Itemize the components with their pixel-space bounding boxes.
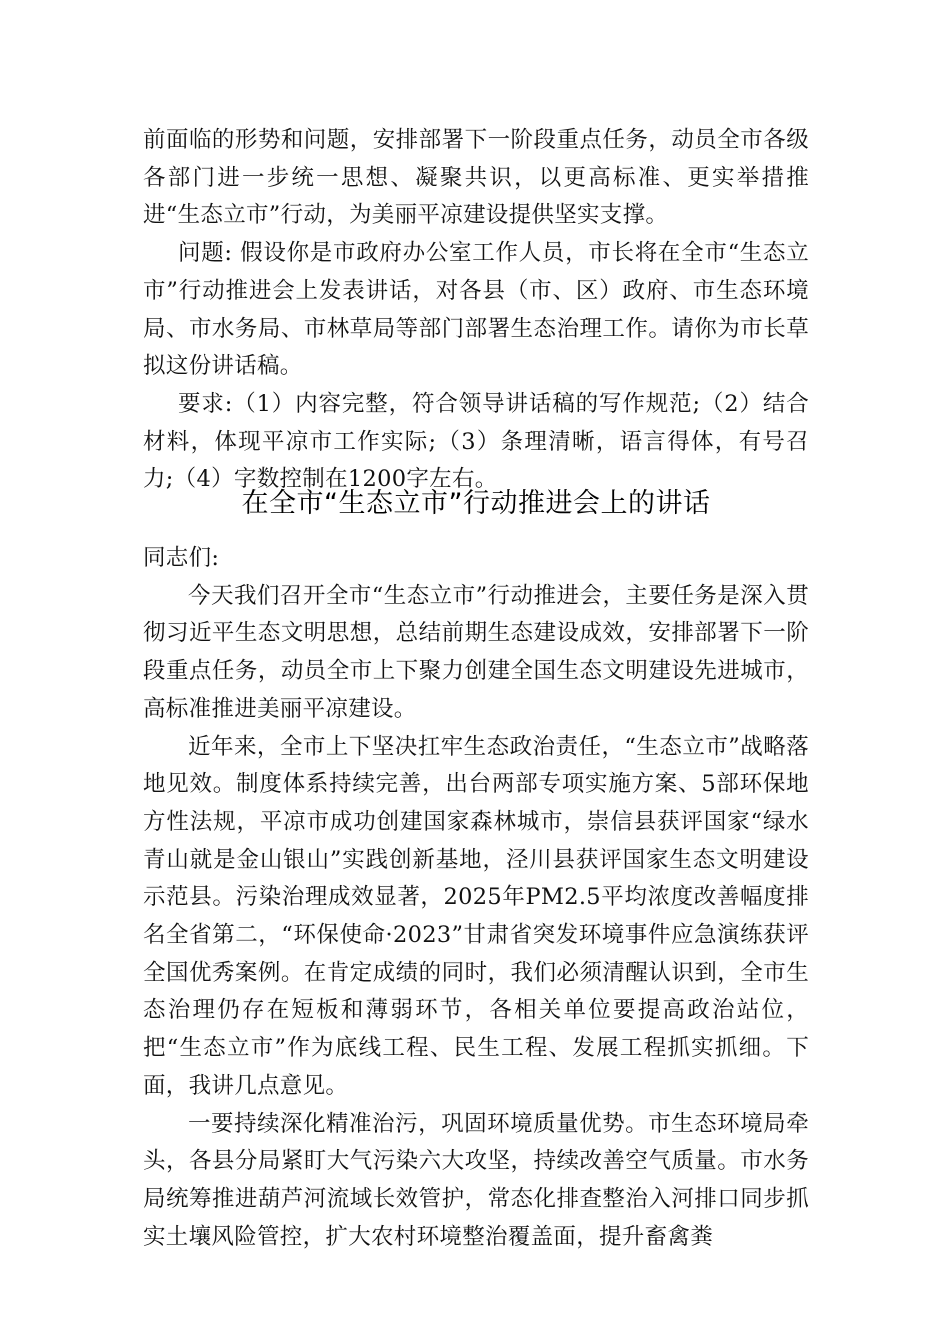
speech-paragraph-task-one: 一要持续深化精准治污，巩固环境质量优势。市生态环境局牵头，各县分局紧盯大气污染六大攻坚，持续改善空气质量。市水务局统筹推进葫芦河流域长效管护，常态化排查整治入河排口同步抓实土壤风险管控，扩大农村环境整治覆盖面，提升畜禽粪 bbox=[143, 1110, 809, 1250]
requirements-paragraph: 要求:（1）内容完整，符合领导讲话稿的写作规范;（2）结合材料，体现平凉市工作实际;（3）条理清晰，语言得体，有号召力;（4）字数控制在1200字左右。 bbox=[143, 390, 809, 493]
speech-paragraph-achievements: 近年来，全市上下坚决扛牢生态政治责任，“生态立市”战略落地见效。制度体系持续完善，出台两部专项实施方案、5部环保地方性法规，平凉市成功创建国家森林城市，崇信县获评国家“绿水青山就是金山银山”实践创新基地，泾川县获评国家生态文明建设示范县。污染治理成效显著，2025年PM2.5平均浓度改善幅度排名全省第二，“环保使命·2023”甘肃省突发环境事件应急演练获评全国优秀案例。在肯定成绩的同时，我们必须清醒认识到，全市生态治理仍存在短板和薄弱环节，各相关单位要提高政治站位，把“生态立市”作为底线工程、民生工程、发展工程抓实抓细。下面，我讲几点意见。 bbox=[143, 733, 809, 1099]
speech-title: 在全市“生态立市”行动推进会上的讲话 bbox=[241, 488, 711, 519]
intro-continuation-paragraph: 前面临的形势和问题，安排部署下一阶段重点任务，动员全市各级各部门进一步统一思想、凝聚共识，以更高标准、更实举措推进“生态立市”行动，为美丽平凉建设提供坚实支撑。 bbox=[143, 127, 809, 229]
speech-salutation: 同志们: bbox=[143, 545, 220, 571]
intro-section bbox=[143, 122, 809, 499]
speech-body bbox=[143, 540, 809, 1256]
speech-paragraph-opening: 今天我们召开全市“生态立市”行动推进会，主要任务是深入贯彻习近平生态文明思想，总结前期生态建设成效，安排部署下一阶段重点任务，动员全市上下聚力创建全国生态文明建设先进城市，高标准推进美丽平凉建设。 bbox=[143, 582, 809, 722]
question-paragraph: 问题: 假设你是市政府办公室工作人员，市长将在全市“生态立市”行动推进会上发表讲话，对各县（市、区）政府、市生态环境局、市水务局、市林草局等部门部署生态治理工作。请你为市长草拟这份讲话稿。 bbox=[143, 240, 809, 380]
